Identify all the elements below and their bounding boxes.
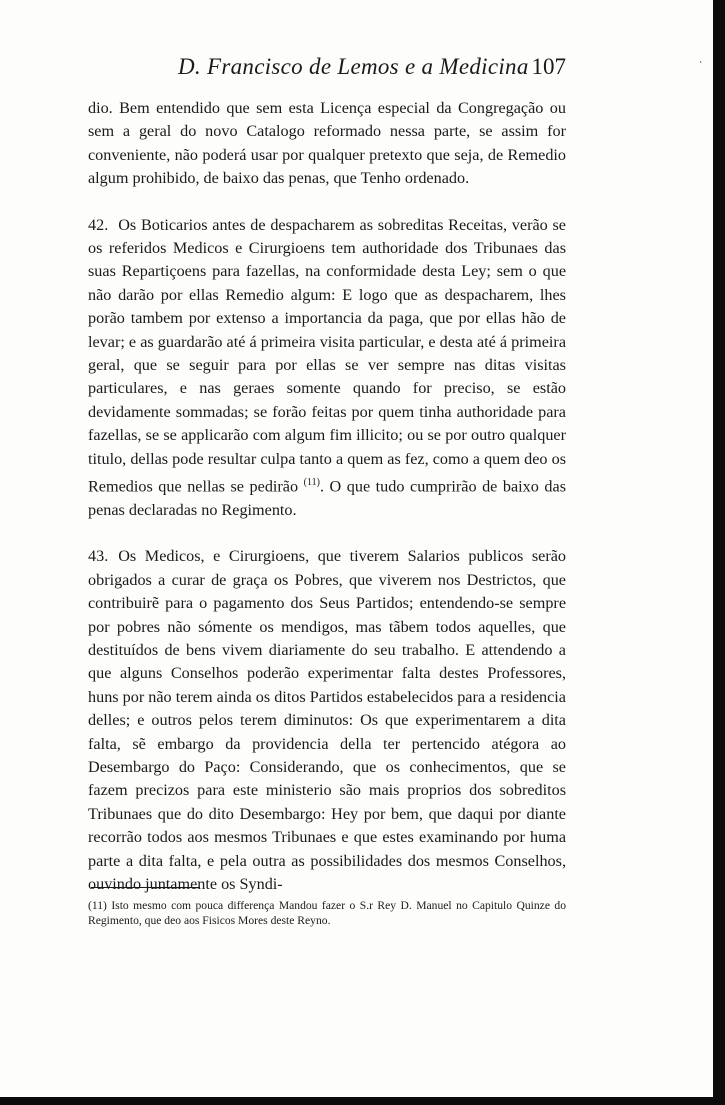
margin-mark: ˌ (698, 48, 703, 63)
paragraph-number: 42. (88, 215, 109, 234)
paragraph-text: Os Medicos, e Cirurgioens, que tiverem Salarios publicos serão obrigados a curar de graça os Pobres, que viverem nos Destrictos, que contribuirẽ para o pagamento dos Seus Partidos; entendendo-se sempre por pobres não sómente os mendigos, mas tãbem todos aquelles, que destituídos de bens vivem diariamente do seu trabalho. E attendendo a que alguns Conselhos poderão experimentar falta destes Professores, huns por não terem ainda os ditos Partidos estabelecidos para a residencia delles; e outros pelos terem diminutos: Os que experimentarem a dita falta, sẽ embargo da providencia della ter pertencido atégora ao Desembargo do Paço: Considerando, que os conhecimentos, que se fazem precizos para este ministerio são mais proprios dos sobreditos Tribunaes que do dito Desembargo: Hey por bem, que daqui por diante recorrão todos aos mesmos Tribunaes e que estes examinando por huma parte a dita falta, e pela outra as possibilidades dos mesmos Conselhos, ouvindo juntamente os Syndi- (88, 547, 566, 893)
footnote-reference: (11) (303, 477, 320, 489)
paragraph-number: 43. (88, 547, 109, 566)
body-text (88, 97, 566, 896)
footnote: (11) Isto mesmo com pouca differença Mandou fazer o S.r Rey D. Manuel no Capitulo Quinze do Regimento, que deo aos Fisicos Mores deste Reyno. (88, 899, 566, 927)
paragraph-42 (88, 214, 566, 523)
scan-border-bottom (0, 1097, 725, 1105)
paragraph-continued: dio. Bem entendido que sem esta Licença especial da Congregação ou sem a geral do novo Catalogo reformado nessa parte, se assim for conveniente, não poderá usar por qualquer pretexto que seja, de Remedio algum prohibido, de baixo das penas, que Tenho ordenado. (88, 99, 566, 188)
footnote-rule (91, 887, 200, 888)
page-header (88, 52, 566, 84)
running-title: D. Francisco de Lemos e a Medicina (178, 54, 529, 79)
page-number: 107 (531, 54, 566, 79)
paragraph-text: Os Boticarios antes de despacharem as sobreditas Receitas, verão se os referidos Medicos e Cirurgioens tem authoridade dos Tribunaes das suas Repartiçoens para fazellas, na conformidade desta Ley; sem o que não darão por ellas Remedio algum: E logo que as despacharem, lhes porão tambem por extenso a importancia da paga, que por ellas hão de levar; e as guardarão até á primeira visita particular, e desta até á primeira geral, que se seguir para por ellas se ver sempre nas ditas visitas particulares, e nas geraes somente quando for preciso, se estão devidamente sommadas; se forão feitas por quem tinha authoridade para fazellas, se se applicarão com algum fim illicito; ou se por outro qualquer titulo, dellas pode resultar culpa tanto a quem as fez, como a quem deo os Remedios que nellas se pedirão (88, 215, 566, 496)
paragraph-43 (88, 545, 566, 896)
paragraph-text-continued: . O que tudo cumprirão de baixo das penas declaradas no Regimento. (88, 477, 566, 519)
scan-border-right (713, 0, 725, 1105)
